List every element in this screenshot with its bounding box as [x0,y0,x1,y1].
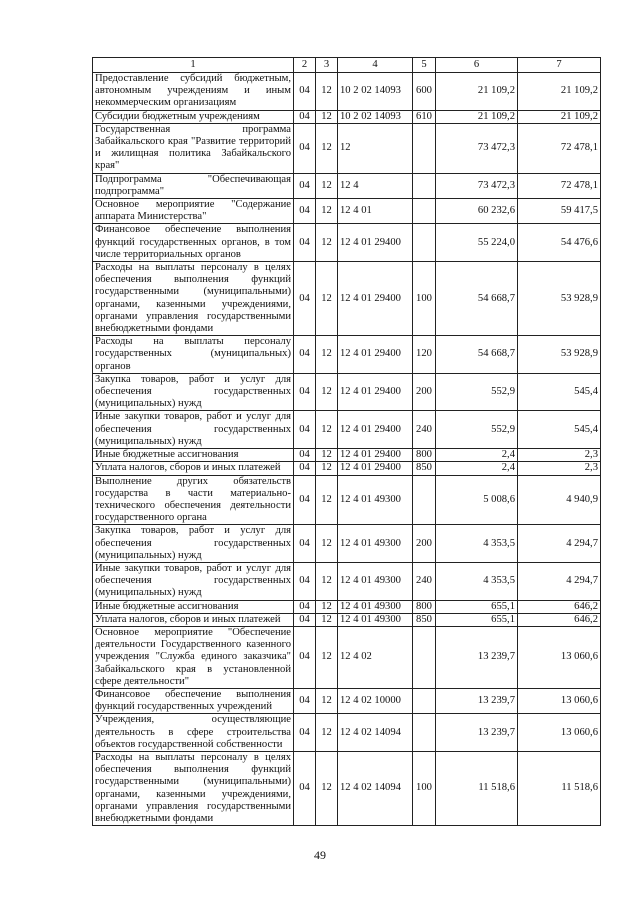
row-name-cell: Расходы на выплаты персоналу государственных (муниципальных) органов [93,336,294,374]
row-name-cell: Подпрограмма "Обеспечивающая подпрограмма" [93,173,294,198]
table-row [93,626,601,688]
row-amount-col6-cell: 54 668,7 [436,262,518,336]
row-section-cell: 04 [294,262,316,336]
row-subsection-cell: 12 [316,173,338,198]
row-section-cell: 04 [294,336,316,374]
row-expense-type-cell: 100 [413,751,436,825]
row-name-cell: Иные бюджетные ассигнования [93,600,294,613]
row-amount-col6-cell: 5 008,6 [436,475,518,525]
table-row [93,110,601,123]
row-section-cell: 04 [294,173,316,198]
row-subsection-cell: 12 [316,600,338,613]
row-amount-col7-cell: 59 417,5 [518,199,601,224]
row-target-code-cell: 12 4 01 29400 [338,411,413,449]
row-expense-type-cell: 100 [413,262,436,336]
row-target-code-cell: 12 4 01 [338,199,413,224]
row-target-code-cell: 12 4 01 49300 [338,475,413,525]
row-section-cell: 04 [294,613,316,626]
table-row [93,688,601,713]
row-amount-col6-cell: 13 239,7 [436,714,518,752]
table-row [93,562,601,600]
row-target-code-cell: 12 4 01 49300 [338,613,413,626]
row-expense-type-cell: 600 [413,73,436,111]
row-expense-type-cell: 800 [413,600,436,613]
row-section-cell: 04 [294,411,316,449]
header-col-7: 7 [518,58,601,73]
table-row [93,73,601,111]
table-row [93,462,601,475]
row-expense-type-cell: 850 [413,613,436,626]
row-amount-col7-cell: 2,3 [518,462,601,475]
row-name-cell: Финансовое обеспечение выполнения функций государственных учреждений [93,688,294,713]
row-amount-col7-cell: 11 518,6 [518,751,601,825]
row-amount-col7-cell: 53 928,9 [518,336,601,374]
row-subsection-cell: 12 [316,336,338,374]
row-subsection-cell: 12 [316,525,338,563]
row-section-cell: 04 [294,224,316,262]
row-section-cell: 04 [294,600,316,613]
row-target-code-cell: 12 4 01 29400 [338,462,413,475]
row-name-cell: Уплата налогов, сборов и иных платежей [93,613,294,626]
page-number: 49 [314,848,326,862]
row-amount-col6-cell: 73 472,3 [436,123,518,173]
row-section-cell: 04 [294,714,316,752]
row-target-code-cell: 12 4 02 14094 [338,751,413,825]
row-name-cell: Финансовое обеспечение выполнения функций государственных органов, в том числе территориальных органов [93,224,294,262]
row-name-cell: Иные бюджетные ассигнования [93,449,294,462]
row-amount-col6-cell: 4 353,5 [436,562,518,600]
row-amount-col6-cell: 552,9 [436,411,518,449]
row-name-cell: Выполнение других обязательств государства в части материально-технического обеспечения деятельности государственного органа [93,475,294,525]
row-amount-col7-cell: 21 109,2 [518,73,601,111]
row-expense-type-cell: 850 [413,462,436,475]
table-row [93,714,601,752]
row-amount-col7-cell: 4 940,9 [518,475,601,525]
table-row [93,373,601,411]
table-row [93,224,601,262]
row-amount-col7-cell: 2,3 [518,449,601,462]
row-expense-type-cell: 120 [413,336,436,374]
row-section-cell: 04 [294,462,316,475]
row-amount-col7-cell: 4 294,7 [518,562,601,600]
row-subsection-cell: 12 [316,626,338,688]
row-section-cell: 04 [294,688,316,713]
row-name-cell: Основное мероприятие "Содержание аппарата Министерства" [93,199,294,224]
budget-table [92,57,601,826]
table-row [93,525,601,563]
table-row [93,751,601,825]
row-amount-col6-cell: 2,4 [436,462,518,475]
row-amount-col6-cell: 552,9 [436,373,518,411]
row-expense-type-cell [413,173,436,198]
row-subsection-cell: 12 [316,123,338,173]
header-col-6: 6 [436,58,518,73]
row-subsection-cell: 12 [316,199,338,224]
row-target-code-cell: 12 4 01 49300 [338,562,413,600]
table-row [93,613,601,626]
row-amount-col7-cell: 21 109,2 [518,110,601,123]
row-name-cell: Государственная программа Забайкальского края "Развитие территорий и жилищная политика Забайкальского края" [93,123,294,173]
row-expense-type-cell [413,714,436,752]
row-target-code-cell: 12 4 01 29400 [338,336,413,374]
row-subsection-cell: 12 [316,73,338,111]
table-row [93,123,601,173]
row-name-cell: Закупка товаров, работ и услуг для обеспечения государственных (муниципальных) нужд [93,373,294,411]
row-subsection-cell: 12 [316,475,338,525]
row-amount-col7-cell: 545,4 [518,373,601,411]
row-name-cell: Иные закупки товаров, работ и услуг для обеспечения государственных (муниципальных) нужд [93,411,294,449]
row-amount-col7-cell: 646,2 [518,600,601,613]
row-name-cell: Учреждения, осуществляющие деятельность в сфере строительства объектов государственной собственности [93,714,294,752]
row-name-cell: Расходы на выплаты персоналу в целях обеспечения выполнения функций государственными (муниципальными) органами, казенными учреждениями, органами управления государственными внебюджетными фондами [93,751,294,825]
row-amount-col7-cell: 13 060,6 [518,626,601,688]
row-subsection-cell: 12 [316,714,338,752]
row-name-cell: Расходы на выплаты персоналу в целях обеспечения выполнения функций государственными (муниципальными) органами, казенными учреждениями, органами управления государственными внебюджетными фондами [93,262,294,336]
header-col-5: 5 [413,58,436,73]
row-name-cell: Предоставление субсидий бюджетным, автономным учреждениям и иным некоммерческим организациям [93,73,294,111]
row-target-code-cell: 12 4 02 14094 [338,714,413,752]
row-section-cell: 04 [294,199,316,224]
header-col-4: 4 [338,58,413,73]
row-target-code-cell: 10 2 02 14093 [338,110,413,123]
row-amount-col6-cell: 21 109,2 [436,73,518,111]
row-amount-col6-cell: 655,1 [436,600,518,613]
table-row [93,336,601,374]
row-expense-type-cell [413,123,436,173]
row-amount-col6-cell: 60 232,6 [436,199,518,224]
row-subsection-cell: 12 [316,262,338,336]
table-row [93,262,601,336]
row-expense-type-cell [413,626,436,688]
table-body [93,73,601,826]
row-name-cell: Основное мероприятие "Обеспечение деятельности Государственного казенного учреждения "Служба единого заказчика" Забайкальского края в установленной сфере деятельности" [93,626,294,688]
row-amount-col7-cell: 72 478,1 [518,123,601,173]
row-section-cell: 04 [294,110,316,123]
table-header-row [93,58,601,73]
row-subsection-cell: 12 [316,562,338,600]
row-subsection-cell: 12 [316,751,338,825]
table-row [93,199,601,224]
row-expense-type-cell [413,688,436,713]
row-expense-type-cell: 240 [413,562,436,600]
row-expense-type-cell: 610 [413,110,436,123]
row-target-code-cell: 12 [338,123,413,173]
row-target-code-cell: 12 4 01 29400 [338,224,413,262]
table-row [93,411,601,449]
row-subsection-cell: 12 [316,613,338,626]
row-expense-type-cell [413,475,436,525]
row-expense-type-cell [413,224,436,262]
row-amount-col6-cell: 2,4 [436,449,518,462]
row-amount-col7-cell: 646,2 [518,613,601,626]
row-target-code-cell: 10 2 02 14093 [338,73,413,111]
row-name-cell: Иные закупки товаров, работ и услуг для обеспечения государственных (муниципальных) нужд [93,562,294,600]
row-amount-col6-cell: 73 472,3 [436,173,518,198]
row-section-cell: 04 [294,373,316,411]
row-section-cell: 04 [294,562,316,600]
row-amount-col7-cell: 54 476,6 [518,224,601,262]
row-amount-col7-cell: 13 060,6 [518,688,601,713]
row-subsection-cell: 12 [316,449,338,462]
row-target-code-cell: 12 4 02 [338,626,413,688]
row-expense-type-cell: 240 [413,411,436,449]
row-expense-type-cell: 200 [413,525,436,563]
table-row [93,600,601,613]
table-row [93,449,601,462]
row-section-cell: 04 [294,626,316,688]
row-amount-col6-cell: 55 224,0 [436,224,518,262]
row-subsection-cell: 12 [316,110,338,123]
row-section-cell: 04 [294,73,316,111]
row-amount-col6-cell: 13 239,7 [436,688,518,713]
row-amount-col7-cell: 545,4 [518,411,601,449]
row-amount-col7-cell: 4 294,7 [518,525,601,563]
row-section-cell: 04 [294,123,316,173]
header-col-2: 2 [294,58,316,73]
row-target-code-cell: 12 4 01 49300 [338,525,413,563]
row-amount-col7-cell: 53 928,9 [518,262,601,336]
row-target-code-cell: 12 4 01 49300 [338,600,413,613]
row-name-cell: Субсидии бюджетным учреждениям [93,110,294,123]
row-subsection-cell: 12 [316,411,338,449]
row-target-code-cell: 12 4 [338,173,413,198]
row-expense-type-cell [413,199,436,224]
row-expense-type-cell: 800 [413,449,436,462]
row-subsection-cell: 12 [316,688,338,713]
row-amount-col6-cell: 11 518,6 [436,751,518,825]
row-name-cell: Уплата налогов, сборов и иных платежей [93,462,294,475]
row-amount-col7-cell: 72 478,1 [518,173,601,198]
row-amount-col7-cell: 13 060,6 [518,714,601,752]
row-target-code-cell: 12 4 01 29400 [338,373,413,411]
row-target-code-cell: 12 4 02 10000 [338,688,413,713]
row-subsection-cell: 12 [316,462,338,475]
row-section-cell: 04 [294,449,316,462]
row-amount-col6-cell: 4 353,5 [436,525,518,563]
row-amount-col6-cell: 655,1 [436,613,518,626]
row-target-code-cell: 12 4 01 29400 [338,449,413,462]
row-section-cell: 04 [294,475,316,525]
row-section-cell: 04 [294,525,316,563]
header-col-3: 3 [316,58,338,73]
table-row [93,475,601,525]
row-target-code-cell: 12 4 01 29400 [338,262,413,336]
row-amount-col6-cell: 13 239,7 [436,626,518,688]
row-section-cell: 04 [294,751,316,825]
row-expense-type-cell: 200 [413,373,436,411]
row-subsection-cell: 12 [316,224,338,262]
row-amount-col6-cell: 54 668,7 [436,336,518,374]
header-col-1: 1 [93,58,294,73]
table-row [93,173,601,198]
row-amount-col6-cell: 21 109,2 [436,110,518,123]
row-subsection-cell: 12 [316,373,338,411]
row-name-cell: Закупка товаров, работ и услуг для обеспечения государственных (муниципальных) нужд [93,525,294,563]
